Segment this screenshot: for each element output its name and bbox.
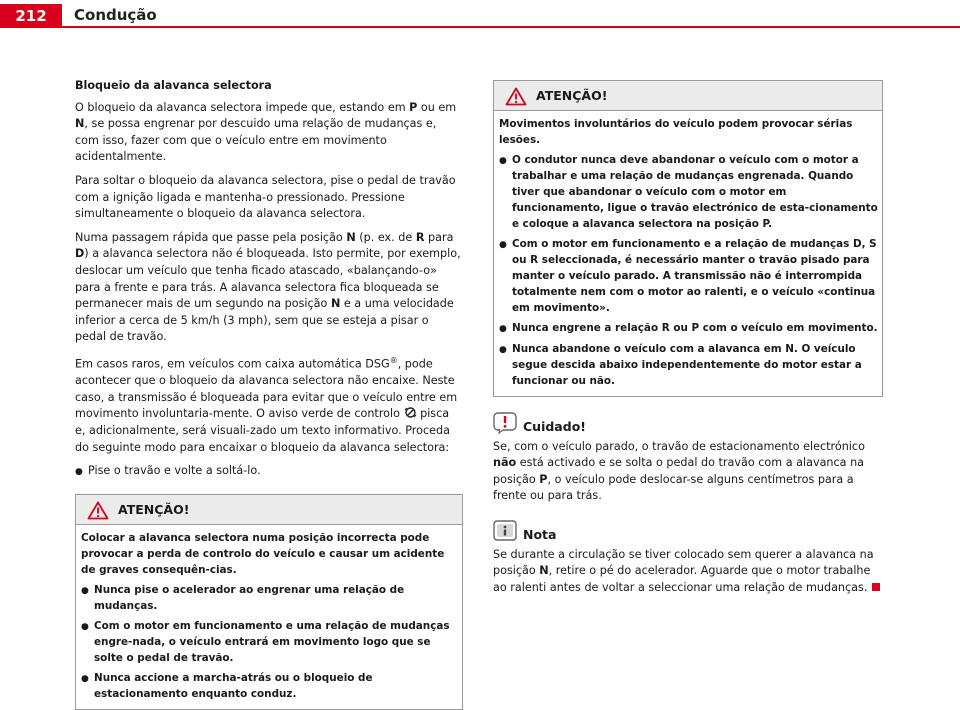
page-header	[0, 0, 960, 28]
bullet-icon	[499, 341, 512, 389]
warning-title: ATENÇÃO!	[536, 88, 608, 103]
note-text: Se durante a circulação se tiver colocado sem querer a alavanca na posição N, retire o pé do acelerador. Aguarde que o motor trabalhe ao ralenti antes de voltar a seleccionar uma relação de mudanças.	[493, 547, 883, 597]
note-title: Nota	[523, 526, 557, 542]
warning-box	[75, 494, 463, 710]
left-column	[75, 78, 463, 710]
list-item: ● Pise o travão e volte a soltá-lo.	[75, 463, 463, 481]
note-heading	[493, 519, 883, 544]
warning-intro: Colocar a alavanca selectora numa posição incorrecta pode provocar a perda de controlo do veículo e causar um acidente de graves consequên-cias.	[81, 531, 445, 576]
list-item: ● Nunca engrene a relação R ou P com o veículo em movimento.	[499, 320, 878, 337]
end-of-section-marker	[872, 583, 880, 591]
paragraph-2: Para soltar o bloqueio da alavanca selectora, pise o pedal de travão com a ignição ligada e mantenha-o pressionado. Pressione simultaneamente o bloqueio da alavanca selectora.	[75, 173, 456, 221]
warning-body	[76, 525, 462, 709]
caution-title: Cuidado!	[523, 419, 586, 434]
list-item: ● Nunca abandone o veículo com a alavanca em N. O veículo segue descida abaixo independentemente do motor estar a funcionar ou não.	[499, 341, 878, 389]
warning-box	[493, 80, 883, 397]
section-title: Bloqueio da alavanca selectora	[75, 79, 272, 92]
bullet-icon	[81, 670, 94, 702]
warning-intro: Movimentos involuntários do veículo podem provocar sérias lesões.	[499, 118, 853, 146]
caution-exclamation-icon	[493, 412, 517, 434]
header-rule	[62, 26, 960, 28]
paragraph-4: Em casos raros, em veículos com caixa automática DSG®, pode acontecer que o bloqueio da alavanca selectora não encaixe. Neste caso, a transmissão é bloqueada para evitar que o veículo entre em movimento involuntaria-mente. O aviso verde de controlo pisca e, adicionalmente, será visuali-zado um texto informativo. Proceda do seguinte modo para encaixar o bloqueio da alavanca selectora:	[75, 355, 458, 454]
bullet-icon	[499, 320, 512, 337]
list-item: ● Nunca accione a marcha-atrás ou o bloqueio de estacionamento enquanto conduz.	[81, 670, 458, 702]
warning-title: ATENÇÃO!	[118, 501, 190, 517]
list-item: ● Nunca pise o acelerador ao engrenar uma relação de mudanças.	[81, 582, 458, 614]
paragraph-3: Numa passagem rápida que passe pela posição N (p. ex. de R para D) a alavanca selectora não é bloqueada. Isto permite, por exemplo, deslocar um veículo que tenha ficado atascado, «balançando-o» para a frente e para trás. A alavanca selectora fica bloqueada se permanecer mais de um segundo na posição N e a uma velocidade inferior a cerca de 5 km/h (3 mph), sem que se esteja a pisar o pedal de travão.	[75, 230, 461, 344]
warning-triangle-icon	[505, 87, 527, 106]
note-info-icon	[493, 520, 517, 542]
bullet-icon	[81, 582, 94, 614]
warning-body	[494, 111, 882, 396]
gear-lever-control-icon	[404, 407, 417, 418]
caution-heading	[493, 411, 883, 436]
paragraph-1: O bloqueio da alavanca selectora impede que, estando em P ou em N, se possa engrenar por descuido uma relação de mudanças e, com isso, fazer com que o veículo entre em movimento acidentalmente.	[75, 100, 457, 164]
right-column	[493, 80, 883, 603]
caution-section	[493, 411, 883, 505]
chapter-title: Condução	[74, 6, 157, 24]
list-item: ● Com o motor em funcionamento e a relação de mudanças D, S ou R seleccionada, é necessário manter o travão pisado para manter o veículo parado. A transmissão não é interrompida totalmente nem com o motor ao ralenti, e o veículo «continua em movimento».	[499, 236, 878, 316]
bullet-icon	[499, 152, 512, 232]
bullet-icon	[75, 463, 88, 481]
bullet-icon	[499, 236, 512, 316]
page-number: 212	[0, 4, 62, 28]
warning-header	[76, 495, 462, 525]
list-item: ● O condutor nunca deve abandonar o veículo com o motor a trabalhar e uma relação de mudanças engrenada. Quando tiver que abandonar o veículo com o motor em funcionamento, ligue o travão electrónico de esta-cionamento e coloque a alavanca selectora na posição P.	[499, 152, 878, 232]
list-item: ● Com o motor em funcionamento e uma relação de mudanças engre-nada, o veículo entrará em movimento logo que se solte o pedal de travão.	[81, 618, 458, 666]
warning-header	[494, 81, 882, 111]
note-section	[493, 519, 883, 596]
warning-triangle-icon	[87, 501, 109, 520]
caution-text: Se, com o veículo parado, o travão de estacionamento electrónico não está activado e se solta o pedal do travão com a alavanca na posição P, o veículo pode deslocar-se alguns centímetros para a frente ou para trás.	[493, 439, 865, 503]
bullet-icon	[81, 618, 94, 666]
